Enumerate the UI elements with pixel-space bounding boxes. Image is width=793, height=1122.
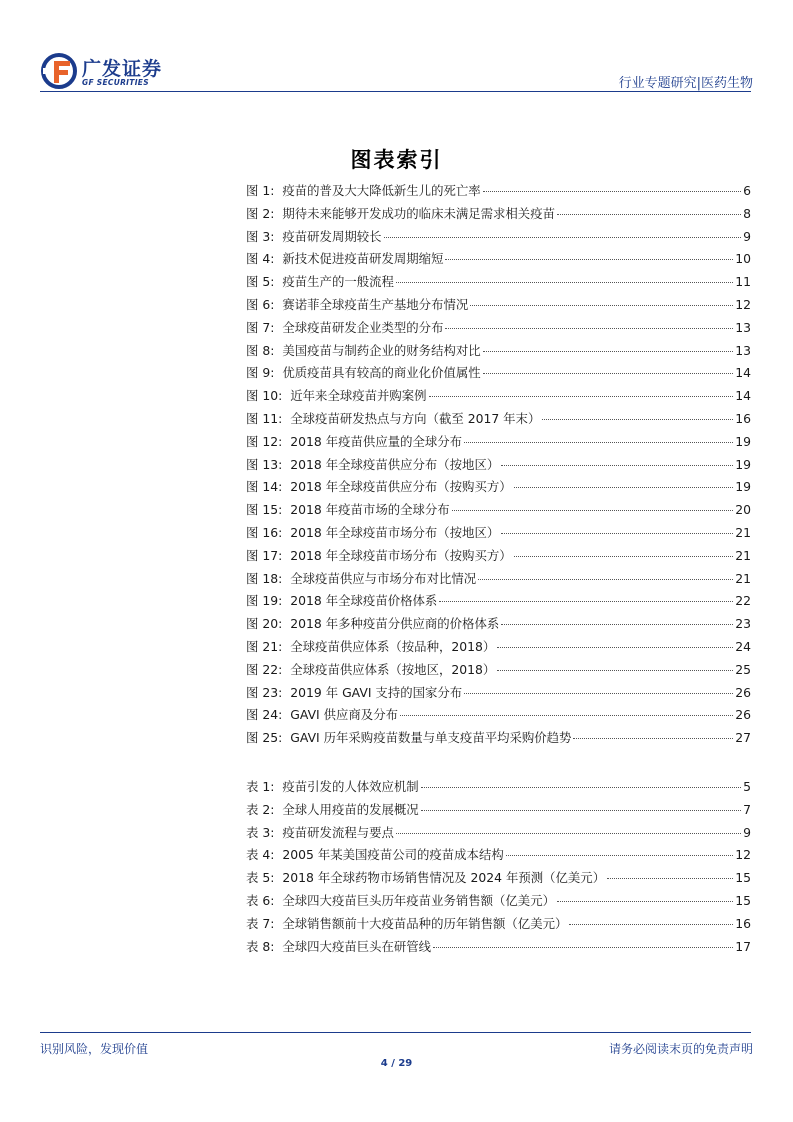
toc-entry-page: 19 <box>735 456 751 472</box>
toc-entry-title: 期待未来能够开发成功的临床未满足需求相关疫苗 <box>282 205 555 221</box>
toc-entry-title: 2018 年多种疫苗分供应商的价格体系 <box>290 616 500 632</box>
toc-entry-page: 15 <box>735 870 751 886</box>
toc-dot-leader <box>421 773 741 788</box>
toc-entry-title: 全球疫苗供应体系（按品种，2018） <box>290 638 496 654</box>
toc-dot-leader <box>464 428 733 443</box>
toc-entry-page: 21 <box>735 547 751 563</box>
page-header <box>0 0 793 100</box>
toc-entry-page: 8 <box>743 205 751 221</box>
toc-entry-page: 15 <box>735 892 751 908</box>
report-category: 行业专题研究|医药生物 <box>618 76 753 91</box>
toc-entry-label: 图 14: <box>246 479 283 495</box>
toc-entry-label: 图 8: <box>246 342 275 358</box>
toc-entry-label: 图 15: <box>246 502 283 518</box>
toc-entry-page: 26 <box>735 707 751 723</box>
toc-entry-label: 表 7: <box>246 915 275 931</box>
toc-entry-page: 20 <box>735 502 751 518</box>
toc-entry-title: 2018 年全球疫苗供应分布（按地区） <box>290 456 500 472</box>
toc-entry-title: 2018 年全球疫苗市场分布（按地区） <box>290 524 500 540</box>
toc-entry-title: 赛诺菲全球疫苗生产基地分布情况 <box>282 296 469 312</box>
toc-entry-title: 2019 年 GAVI 支持的国家分布 <box>290 684 463 700</box>
toc-entry-page: 11 <box>735 274 751 290</box>
toc-entry-title: 全球四大疫苗巨头历年疫苗业务销售额（亿美元） <box>282 892 555 908</box>
toc-dot-leader <box>506 841 733 856</box>
toc-entry-label: 图 9: <box>246 365 275 381</box>
toc-dot-leader <box>439 587 733 602</box>
toc-dot-leader <box>501 451 733 466</box>
table-index-entry[interactable] <box>246 936 751 959</box>
toc-entry-page: 21 <box>735 524 751 540</box>
toc-entry-label: 图 10: <box>246 388 283 404</box>
company-logo <box>40 52 180 92</box>
toc-dot-leader <box>470 291 733 306</box>
toc-dot-leader <box>557 200 741 215</box>
logo-english-name: GF SECURITIES <box>82 78 149 87</box>
toc-entry-title: 2018 年全球疫苗供应分布（按购买方） <box>290 479 512 495</box>
toc-entry-label: 图 7: <box>246 319 275 335</box>
toc-entry-page: 17 <box>735 938 751 954</box>
toc-entry-label: 图 5: <box>246 274 275 290</box>
toc-entry-title: 全球疫苗供应体系（按地区，2018） <box>290 661 496 677</box>
toc-dot-leader <box>396 268 733 283</box>
toc-entry-page: 19 <box>735 433 751 449</box>
toc-entry-label: 图 2: <box>246 205 275 221</box>
toc-entry-label: 图 1: <box>246 183 275 198</box>
toc-entry-title: 疫苗生产的一般流程 <box>282 274 394 290</box>
toc-entry-label: 图 21: <box>246 638 283 654</box>
toc-dot-leader <box>445 314 733 329</box>
toc-entry-page: 26 <box>735 684 751 700</box>
toc-entry-label: 表 8: <box>246 938 275 954</box>
footer-divider <box>40 1032 751 1033</box>
toc-entry-page: 25 <box>735 661 751 677</box>
toc-dot-leader <box>569 910 733 925</box>
toc-dot-leader <box>384 223 742 238</box>
toc-entry-page: 6 <box>743 183 751 198</box>
toc-entry-label: 图 19: <box>246 593 283 609</box>
table-index-list <box>246 776 751 958</box>
toc-entry-page: 19 <box>735 479 751 495</box>
toc-entry-title: 疫苗引发的人体效应机制 <box>282 779 419 794</box>
toc-dot-leader <box>497 656 733 671</box>
toc-entry-label: 图 24: <box>246 707 283 723</box>
toc-entry-page: 21 <box>735 570 751 586</box>
toc-entry-title: 近年来全球疫苗并购案例 <box>290 388 427 404</box>
toc-entry-page: 7 <box>743 801 751 817</box>
toc-entry-page: 12 <box>735 847 751 863</box>
toc-entry-label: 图 3: <box>246 228 275 244</box>
toc-entry-label: 图 12: <box>246 433 283 449</box>
toc-entry-page: 23 <box>735 616 751 632</box>
page-title: 图表索引 <box>350 147 443 172</box>
toc-entry-page: 13 <box>735 342 751 358</box>
logo-chinese-name: 广发证券 <box>82 58 163 80</box>
toc-entry-title: 2018 年疫苗市场的全球分布 <box>290 502 450 518</box>
toc-entry-page: 10 <box>735 251 751 267</box>
toc-entry-title: 全球疫苗研发企业类型的分布 <box>282 319 444 335</box>
toc-entry-label: 表 4: <box>246 847 275 863</box>
toc-dot-leader <box>497 633 733 648</box>
toc-entry-title: 全球四大疫苗巨头在研管线 <box>282 938 432 954</box>
page-number: 4 / 29 <box>380 1058 413 1069</box>
toc-dot-leader <box>429 382 734 397</box>
toc-dot-leader <box>514 542 734 557</box>
toc-entry-title: 2018 年疫苗供应量的全球分布 <box>290 433 463 449</box>
toc-dot-leader <box>483 177 741 192</box>
toc-dot-leader <box>573 724 733 739</box>
toc-dot-leader <box>433 933 733 948</box>
toc-entry-label: 图 6: <box>246 296 275 312</box>
toc-entry-label: 图 4: <box>246 251 275 267</box>
toc-entry-label: 表 2: <box>246 801 275 817</box>
toc-entry-label: 图 17: <box>246 547 283 563</box>
toc-entry-page: 9 <box>743 228 751 244</box>
toc-entry-label: 图 25: <box>246 730 283 746</box>
toc-entry-title: 全球销售额前十大疫苗品种的历年销售额（亿美元） <box>282 915 568 931</box>
toc-dot-leader <box>542 405 733 420</box>
toc-dot-leader <box>514 473 734 488</box>
toc-entry-title: 全球人用疫苗的发展概况 <box>282 801 419 817</box>
toc-entry-title: 优质疫苗具有较高的商业化价值属性 <box>282 365 481 381</box>
toc-entry-label: 图 16: <box>246 524 283 540</box>
toc-entry-title: GAVI 历年采购疫苗数量与单支疫苗平均采购价趋势 <box>290 730 572 746</box>
toc-entry-page: 13 <box>735 319 751 335</box>
toc-entry-label: 图 23: <box>246 684 283 700</box>
toc-entry-page: 16 <box>735 410 751 426</box>
toc-entry-page: 12 <box>735 296 751 312</box>
toc-entry-label: 图 22: <box>246 661 283 677</box>
toc-entry-page: 24 <box>735 638 751 654</box>
toc-dot-leader <box>452 496 734 511</box>
toc-entry-label: 图 11: <box>246 410 283 426</box>
toc-entry-label: 表 5: <box>246 870 275 886</box>
toc-entry-title: 2005 年某美国疫苗公司的疫苗成本结构 <box>282 847 504 863</box>
toc-entry-label: 表 3: <box>246 824 275 840</box>
toc-entry-page: 16 <box>735 915 751 931</box>
footer-slogan: 识别风险，发现价值 <box>40 1042 149 1056</box>
figure-index-entry[interactable] <box>246 727 751 750</box>
toc-dot-leader <box>501 519 733 534</box>
toc-entry-page: 27 <box>735 730 751 746</box>
toc-dot-leader <box>400 701 733 716</box>
header-divider <box>40 91 751 92</box>
toc-entry-label: 表 6: <box>246 892 275 908</box>
toc-entry-title: 2018 年全球疫苗价格体系 <box>290 593 438 609</box>
toc-entry-label: 图 18: <box>246 570 283 586</box>
toc-dot-leader <box>445 245 733 260</box>
toc-dot-leader <box>396 819 741 834</box>
toc-entry-title: 疫苗的普及大大降低新生儿的死亡率 <box>282 183 481 198</box>
toc-entry-title: 疫苗研发流程与要点 <box>282 824 394 840</box>
toc-entry-title: 2018 年全球药物市场销售情况及 2024 年预测（亿美元） <box>282 870 606 886</box>
toc-dot-leader <box>483 337 734 352</box>
toc-dot-leader <box>464 679 733 694</box>
toc-entry-label: 图 20: <box>246 616 283 632</box>
toc-entry-title: 2018 年全球疫苗市场分布（按购买方） <box>290 547 512 563</box>
toc-entry-title: 美国疫苗与制药企业的财务结构对比 <box>282 342 481 358</box>
toc-dot-leader <box>607 864 733 879</box>
toc-dot-leader <box>483 359 734 374</box>
toc-entry-label: 表 1: <box>246 779 275 794</box>
figure-index-list <box>246 180 751 750</box>
toc-dot-leader <box>501 610 733 625</box>
toc-entry-page: 14 <box>735 365 751 381</box>
gf-logo-icon <box>40 52 78 90</box>
toc-dot-leader <box>421 796 741 811</box>
toc-entry-title: 疫苗研发周期较长 <box>282 228 382 244</box>
toc-entry-page: 14 <box>735 388 751 404</box>
toc-entry-title: GAVI 供应商及分布 <box>290 707 398 723</box>
footer-disclaimer-note: 请务必阅读末页的免责声明 <box>608 1042 753 1056</box>
toc-entry-page: 9 <box>743 824 751 840</box>
toc-entry-page: 22 <box>735 593 751 609</box>
toc-entry-title: 全球疫苗供应与市场分布对比情况 <box>290 570 477 586</box>
toc-entry-label: 图 13: <box>246 456 283 472</box>
toc-entry-title: 全球疫苗研发热点与方向（截至 2017 年末） <box>290 410 541 426</box>
toc-dot-leader <box>478 565 733 580</box>
toc-dot-leader <box>557 887 733 902</box>
toc-entry-page: 5 <box>743 779 751 794</box>
toc-entry-title: 新技术促进疫苗研发周期缩短 <box>282 251 444 267</box>
